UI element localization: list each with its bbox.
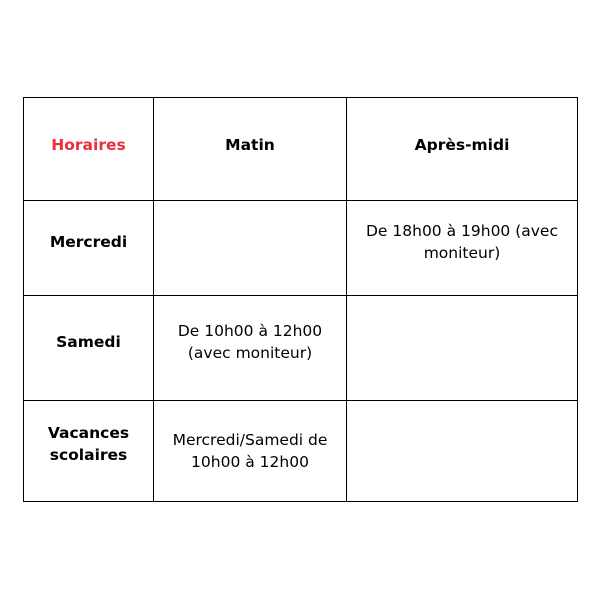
cell-vacances-apres-midi <box>347 401 578 502</box>
header-apres-midi: Après-midi <box>347 98 578 201</box>
cell-mercredi-apres-midi: De 18h00 à 19h00 (avec moniteur) <box>347 201 578 296</box>
cell-samedi-apres-midi <box>347 296 578 401</box>
cell-vacances-matin: Mercredi/Samedi de 10h00 à 12h00 <box>154 401 347 502</box>
table-row <box>24 296 578 401</box>
row-label-mercredi: Mercredi <box>24 201 154 296</box>
cell-mercredi-matin <box>154 201 347 296</box>
header-matin: Matin <box>154 98 347 201</box>
row-label-samedi: Samedi <box>24 296 154 401</box>
header-row <box>24 98 578 201</box>
row-label-vacances: Vacances scolaires <box>24 401 154 502</box>
table-row <box>24 201 578 296</box>
schedule-table <box>23 97 578 502</box>
cell-samedi-matin: De 10h00 à 12h00 (avec moniteur) <box>154 296 347 401</box>
header-horaires: Horaires <box>24 98 154 201</box>
table-row <box>24 401 578 502</box>
